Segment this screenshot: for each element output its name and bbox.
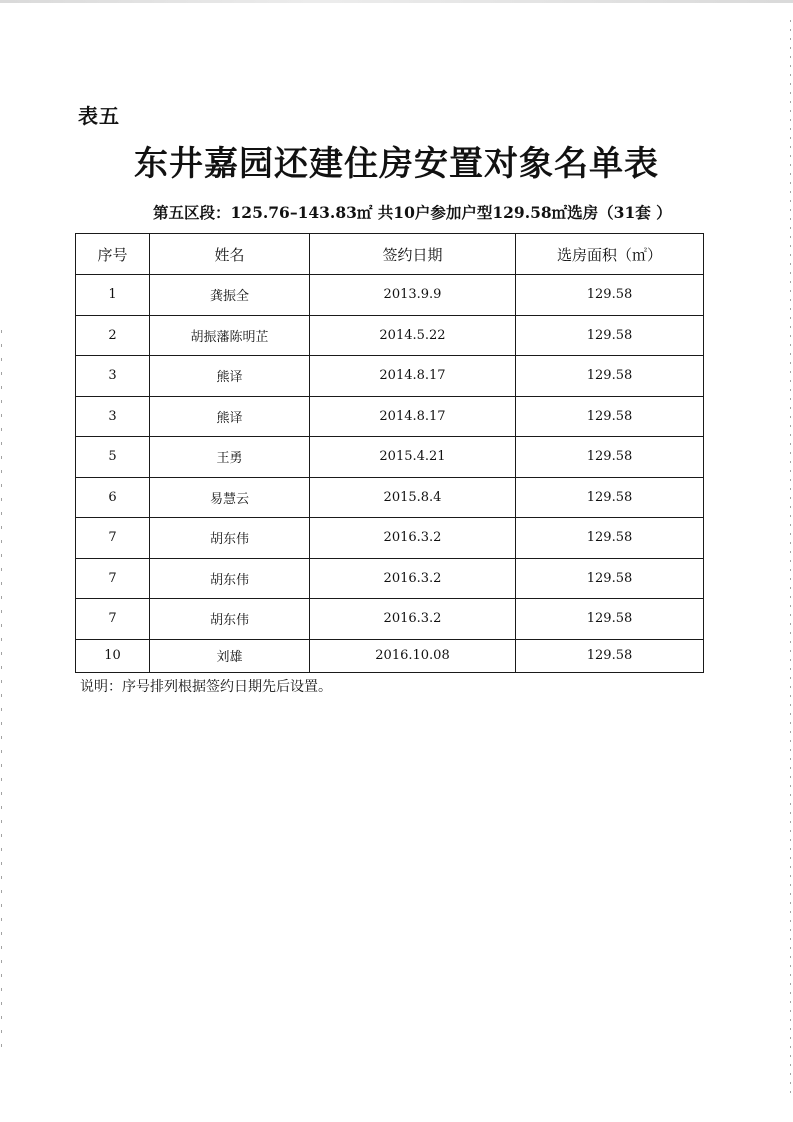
cell-area: 129.58 (516, 356, 704, 397)
table-row (76, 275, 704, 316)
cell-area: 129.58 (516, 639, 704, 672)
table-header-row (76, 234, 704, 275)
column-header-area: 选房面积（㎡） (516, 234, 704, 275)
scan-border-top (0, 0, 793, 3)
column-header-date: 签约日期 (310, 234, 516, 275)
cell-area: 129.58 (516, 477, 704, 518)
table-row (76, 437, 704, 478)
cell-area: 129.58 (516, 558, 704, 599)
table-note: 说明：序号排列根据签约日期先后设置。 (80, 679, 332, 695)
cell-name: 熊译 (150, 356, 310, 397)
cell-date: 2016.3.2 (310, 599, 516, 640)
cell-area: 129.58 (516, 599, 704, 640)
cell-no: 6 (76, 477, 150, 518)
cell-name: 胡振藩陈明芷 (150, 315, 310, 356)
cell-no: 10 (76, 639, 150, 672)
table-row (76, 477, 704, 518)
table-row (76, 518, 704, 559)
document-title: 东井嘉园还建住房安置对象名单表 (134, 144, 659, 184)
table-row (76, 558, 704, 599)
table-number-label: 表五 (78, 104, 120, 128)
column-header-name: 姓名 (150, 234, 310, 275)
cell-date: 2016.3.2 (310, 518, 516, 559)
resettlement-table (75, 233, 704, 673)
column-header-no: 序号 (76, 234, 150, 275)
cell-date: 2016.10.08 (310, 639, 516, 672)
cell-area: 129.58 (516, 437, 704, 478)
table-row (76, 599, 704, 640)
cell-no: 1 (76, 275, 150, 316)
cell-area: 129.58 (516, 518, 704, 559)
cell-no: 2 (76, 315, 150, 356)
cell-date: 2014.8.17 (310, 356, 516, 397)
cell-date: 2016.3.2 (310, 558, 516, 599)
cell-name: 胡东伟 (150, 558, 310, 599)
table-row (76, 356, 704, 397)
cell-date: 2013.9.9 (310, 275, 516, 316)
table-row (76, 315, 704, 356)
table-row (76, 396, 704, 437)
cell-date: 2015.8.4 (310, 477, 516, 518)
cell-no: 5 (76, 437, 150, 478)
document-subtitle: 第五区段：125.76–143.83㎡ 共10户参加户型129.58㎡选房（31套 ） (153, 203, 672, 222)
cell-name: 龚振全 (150, 275, 310, 316)
cell-date: 2015.4.21 (310, 437, 516, 478)
cell-name: 熊译 (150, 396, 310, 437)
cell-area: 129.58 (516, 396, 704, 437)
cell-no: 7 (76, 599, 150, 640)
cell-no: 3 (76, 356, 150, 397)
cell-no: 3 (76, 396, 150, 437)
cell-name: 易慧云 (150, 477, 310, 518)
cell-name: 胡东伟 (150, 599, 310, 640)
cell-name: 刘雄 (150, 639, 310, 672)
cell-no: 7 (76, 518, 150, 559)
cell-date: 2014.5.22 (310, 315, 516, 356)
cell-name: 王勇 (150, 437, 310, 478)
cell-area: 129.58 (516, 315, 704, 356)
cell-name: 胡东伟 (150, 518, 310, 559)
cell-date: 2014.8.17 (310, 396, 516, 437)
table-row (76, 639, 704, 672)
scan-border-left (1, 330, 2, 1050)
cell-area: 129.58 (516, 275, 704, 316)
cell-no: 7 (76, 558, 150, 599)
